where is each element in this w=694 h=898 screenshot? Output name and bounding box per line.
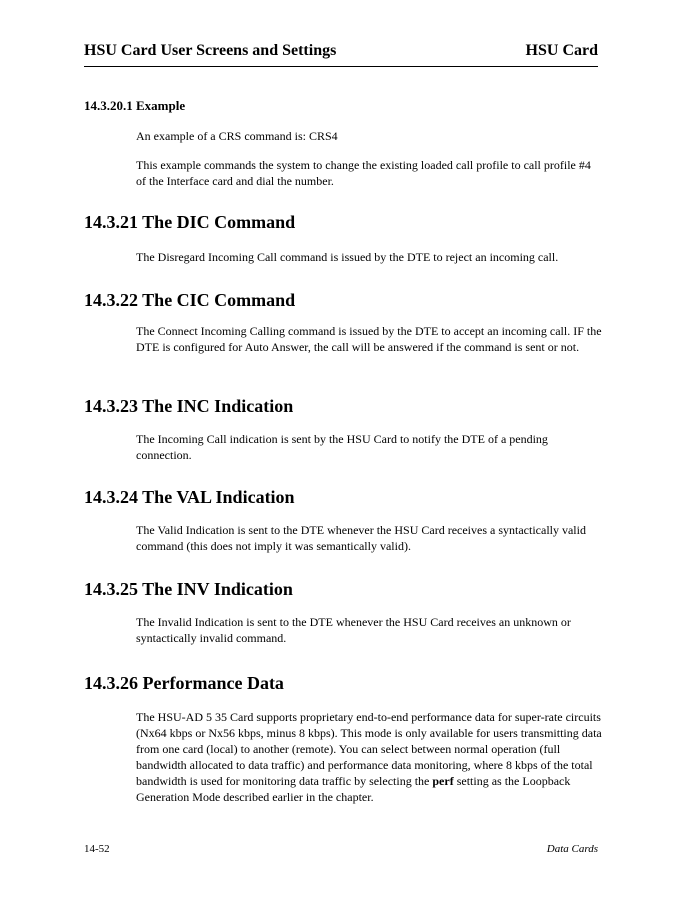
section-body-inv: The Invalid Indication is sent to the DTE whenever the HSU Card receives an unknown or syntactically invalid command. [136,615,571,645]
section-heading-performance: 14.3.26 Performance Data [84,673,284,693]
page-header [84,40,598,67]
header-left-title: HSU Card User Screens and Settings [84,42,337,59]
header-right-title: HSU Card [525,42,598,59]
performance-text-start: The HSU-AD 5 35 Card supports proprietary end-to-end performance data for super-rate circuits (Nx64 kbps or Nx56 kbps, minus 8 kbps). This mode is only available for users transmitting data from one card (local) to another (remote). You can select between normal operation (full bandwidth allocated to data traffic) and performance data monitoring, where 8 kbps of the total bandwidth is used for monitoring data traffic by selecting the [136,710,602,788]
footer-page-number: 14-52 [84,843,110,855]
example-heading: 14.3.20.1 Example [84,98,186,113]
section-body-performance [136,709,602,805]
example-para-1: An example of a CRS command is: CRS4 [136,129,338,143]
perf-setting-name: perf [432,774,454,788]
section-body-val: The Valid Indication is sent to the DTE whenever the HSU Card receives a syntactically valid command (this does not imply it was semantically valid). [136,523,586,553]
performance-text-end: setting as the Loopback Generation Mode described earlier in the chapter. [136,774,571,804]
example-para-2: This example commands the system to change the existing loaded call profile to call profile #4 of the Interface card and dial the number. [136,158,591,188]
section-body-dic: The Disregard Incoming Call command is issued by the DTE to reject an incoming call. [136,250,559,264]
section-body-inc: The Incoming Call indication is sent by the HSU Card to notify the DTE of a pending connection. [136,432,548,462]
section-heading-val: 14.3.24 The VAL Indication [84,487,295,507]
footer-chapter-title: Data Cards [546,843,598,855]
section-heading-inv: 14.3.25 The INV Indication [84,579,293,599]
section-body-cic: The Connect Incoming Calling command is issued by the DTE to accept an incoming call. IF the DTE is configured for Auto Answer, the call will be answered if the command is sent or not. [136,324,602,354]
section-heading-inc: 14.3.23 The INC Indication [84,396,294,416]
section-heading-cic: 14.3.22 The CIC Command [84,290,296,310]
section-heading-dic: 14.3.21 The DIC Command [84,212,296,232]
